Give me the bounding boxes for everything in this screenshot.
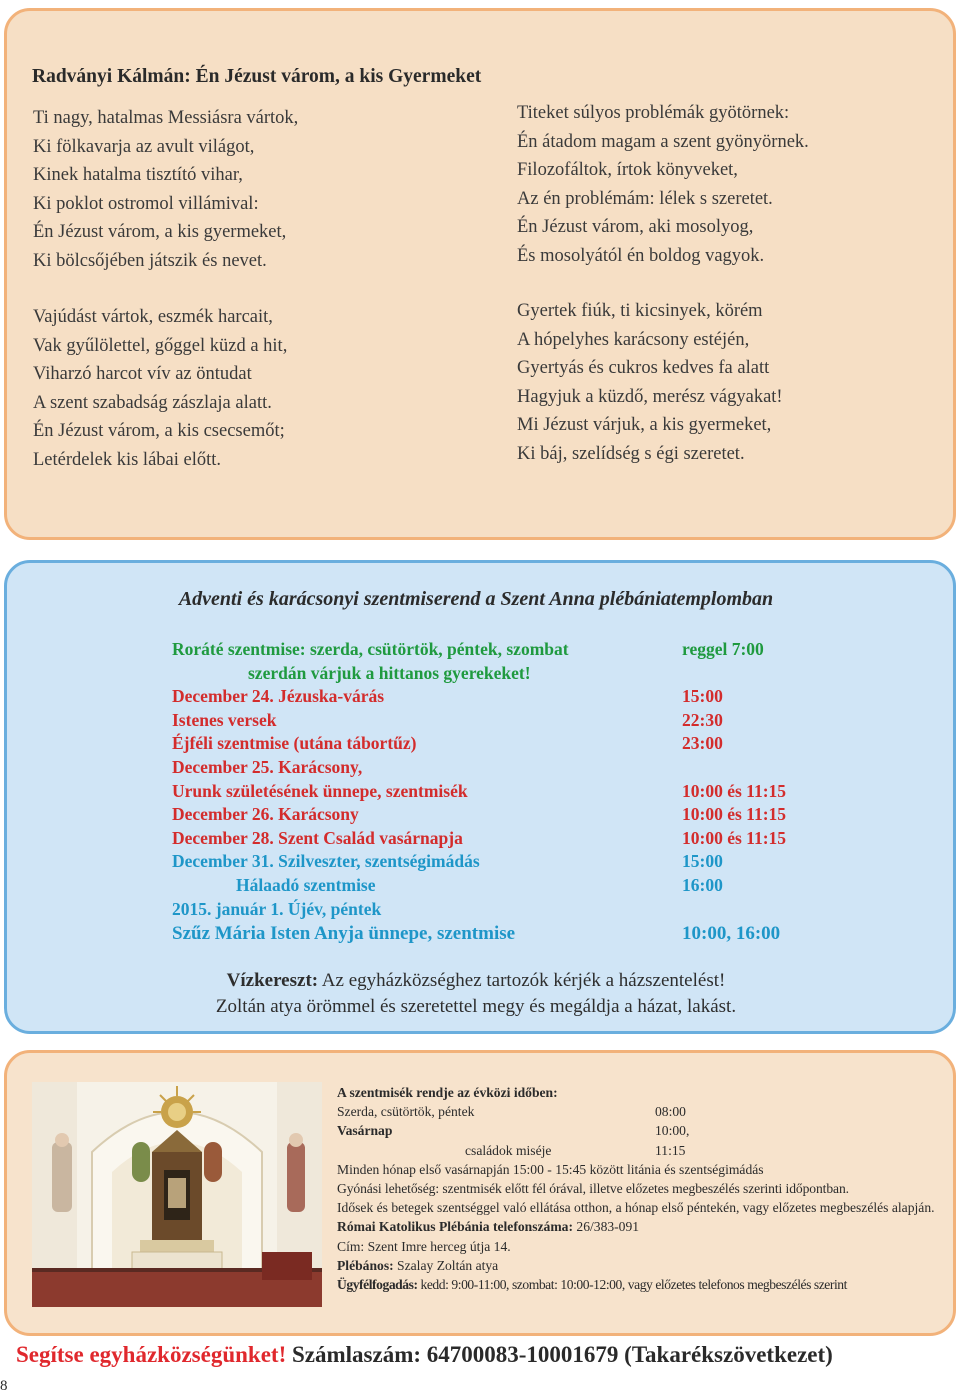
info-litany: Minden hónap első vasárnapján 15:00 - 15:45 között litánia és szentségimádás bbox=[337, 1161, 764, 1177]
poem-stanza-1 bbox=[33, 104, 298, 275]
info-heading-row bbox=[337, 1083, 937, 1102]
schedule-label: December 26. Karácsony bbox=[172, 804, 359, 825]
schedule-row bbox=[172, 662, 872, 686]
poem-line: Hagyjuk a küzdő, merész vágyakat! bbox=[517, 386, 783, 407]
poem-line: Ki poklot ostromol villámival: bbox=[33, 193, 259, 214]
info-sunday-row bbox=[337, 1121, 937, 1140]
poem-line: Én Jézust várom, a kis csecsemőt; bbox=[33, 421, 285, 441]
phone-number: 26/383-091 bbox=[573, 1219, 640, 1235]
schedule-label: December 24. Jézuska-várás bbox=[172, 686, 385, 707]
priest-label: Plébános: bbox=[337, 1257, 394, 1273]
poem-line: Én átadom magam a szent gyönyörnek. bbox=[517, 131, 809, 152]
sunday-label: Vasárnap bbox=[337, 1123, 393, 1139]
poem-title: Radványi Kálmán: Én Jézust várom, a kis Gyermeket bbox=[32, 66, 482, 87]
info-confession: Gyónási lehetőség: szentmisék előtt fél órával, illetve előzetes megbeszélés szerinti időpontban. bbox=[337, 1180, 849, 1196]
schedule-row bbox=[172, 685, 872, 709]
info-phone-row bbox=[337, 1217, 937, 1236]
schedule-time: 22:30 bbox=[682, 709, 723, 730]
church-altar-photo bbox=[32, 1082, 322, 1307]
poem-line: Filozofáltok, írtok könyveket, bbox=[517, 160, 738, 180]
poem-line: Viharzó harcot vív az öntudat bbox=[33, 364, 252, 384]
weekday-label: Szerda, csütörtök, péntek bbox=[337, 1104, 475, 1120]
schedule-label: December 31. Szilveszter, szentségimádás bbox=[172, 851, 480, 872]
office-label: Ügyfélfogadás: bbox=[337, 1276, 418, 1292]
schedule-row bbox=[172, 756, 872, 780]
schedule-row bbox=[172, 803, 872, 827]
schedule-time: reggel 7:00 bbox=[682, 639, 764, 659]
poem-line: Az én problémám: lélek s szeretet. bbox=[517, 188, 773, 209]
schedule-time: 15:00 bbox=[682, 851, 723, 872]
poem-line: Kinek hatalma tisztító vihar, bbox=[33, 165, 243, 185]
poem-line: Ki bölcsőjében játszik és nevet. bbox=[33, 250, 267, 271]
poem-line: A szent szabadság zászlaja alatt. bbox=[33, 392, 272, 413]
family-mass-time: 11:15 bbox=[655, 1142, 686, 1158]
schedule-time: 16:00 bbox=[682, 874, 723, 895]
office-hours: kedd: 9:00-11:00, szombat: 10:00-12:00, vagy előzetes telefonos megbeszélés szerint bbox=[417, 1276, 847, 1292]
priest-name: Szalay Zoltán atya bbox=[393, 1257, 499, 1273]
epiphany-notice bbox=[0, 968, 952, 1020]
weekday-info bbox=[337, 1083, 937, 1294]
info-elderly: Idősek és betegek szentséggel való ellátása otthon, a hónap első péntekén, vagy előzetes megbeszélés alapján. bbox=[337, 1200, 935, 1216]
info-heading: A szentmisék rendje az évközi időben: bbox=[337, 1085, 558, 1100]
poem-line: Mi Jézust várjuk, a kis gyermeket, bbox=[517, 415, 772, 435]
poem-line: És mosolyától én boldog vagyok. bbox=[517, 245, 765, 266]
info-family-row bbox=[337, 1141, 937, 1160]
schedule-row bbox=[172, 921, 872, 947]
schedule-label: Istenes versek bbox=[172, 709, 277, 730]
epiphany-label: Vízkereszt: bbox=[226, 970, 319, 991]
info-address: Cím: Szent Imre herceg útja 14. bbox=[337, 1238, 511, 1254]
schedule-row bbox=[172, 827, 872, 851]
schedule-row bbox=[172, 709, 872, 733]
epiphany-line-1 bbox=[0, 968, 952, 994]
poem-line: Vajúdást vártok, eszmék harcait, bbox=[33, 307, 273, 327]
poem-stanza-3 bbox=[517, 99, 809, 270]
mass-schedule-title: Adventi és karácsonyi szentmiserend a Szent Anna plébániatemplomban bbox=[178, 588, 774, 610]
schedule-time: 23:00 bbox=[682, 733, 723, 754]
epiphany-text: Az egyházközséghez tartozók kérjék a házszentelést! bbox=[318, 970, 726, 991]
schedule-time: 15:00 bbox=[682, 686, 723, 707]
sunday-time: 10:00, bbox=[655, 1123, 690, 1139]
schedule-row bbox=[172, 898, 872, 922]
page-number: 8 bbox=[0, 1378, 8, 1394]
schedule-label: Szűz Mária Isten Anyja ünnepe, szentmise bbox=[172, 923, 516, 945]
poem-line: Titeket súlyos problémák gyötörnek: bbox=[517, 103, 790, 123]
epiphany-line-2: Zoltán atya örömmel és szeretettel megy és megáldja a házat, lakást. bbox=[215, 996, 737, 1017]
mass-schedule-list bbox=[172, 638, 872, 947]
schedule-time: 10:00, 16:00 bbox=[682, 923, 781, 945]
poem-line: Én Jézust várom, aki mosolyog, bbox=[517, 217, 754, 237]
phone-label: Római Katolikus Plébánia telefonszáma: bbox=[337, 1219, 573, 1235]
info-office-row bbox=[337, 1275, 937, 1294]
schedule-label: 2015. január 1. Újév, péntek bbox=[172, 898, 382, 919]
schedule-row bbox=[172, 638, 872, 662]
poem-line: Letérdelek kis lábai előtt. bbox=[33, 449, 222, 470]
schedule-row bbox=[172, 780, 872, 804]
schedule-row bbox=[172, 850, 872, 874]
schedule-label: Hálaadó szentmise bbox=[236, 874, 376, 895]
schedule-row bbox=[172, 874, 872, 898]
info-priest-row bbox=[337, 1256, 937, 1275]
schedule-label: Éjféli szentmise (utána tábortűz) bbox=[172, 733, 417, 754]
poem-line: Ti nagy, hatalmas Messiásra vártok, bbox=[33, 108, 299, 128]
weekday-time: 08:00 bbox=[655, 1104, 686, 1120]
family-mass-label: családok miséje bbox=[465, 1142, 552, 1158]
schedule-label: Urunk születésének ünnepe, szentmisék bbox=[172, 780, 468, 801]
schedule-row bbox=[172, 732, 872, 756]
account-number: Számlaszám: 64700083-10001679 (Takarékszövetkezet) bbox=[286, 1342, 833, 1367]
poem-stanza-2 bbox=[33, 303, 287, 474]
schedule-label: Roráté szentmise: szerda, csütörtök, péntek, szombat bbox=[172, 639, 569, 659]
schedule-label: December 28. Szent Család vasárnapja bbox=[172, 827, 463, 848]
poem-line: Ki fölkavarja az avult világot, bbox=[33, 136, 255, 157]
poem-line: Vak gyűlölettel, gőggel küzd a hit, bbox=[33, 335, 288, 356]
schedule-time: 10:00 és 11:15 bbox=[682, 827, 787, 848]
poem-line: Én Jézust várom, a kis gyermeket, bbox=[33, 222, 287, 242]
schedule-time: 10:00 és 11:15 bbox=[682, 804, 787, 825]
support-text: Segítse egyházközségünket! bbox=[16, 1342, 287, 1367]
schedule-time: 10:00 és 11:15 bbox=[682, 780, 787, 801]
schedule-label: December 25. Karácsony, bbox=[172, 756, 363, 777]
poem-line: Gyertek fiúk, ti kicsinyek, körém bbox=[517, 301, 763, 321]
info-weekday-row bbox=[337, 1102, 937, 1121]
donation-footer bbox=[16, 1342, 833, 1368]
poem-line: Gyertyás és cukros kedves fa alatt bbox=[517, 358, 770, 378]
poem-line: A hópelyhes karácsony estéjén, bbox=[517, 329, 750, 350]
schedule-label: szerdán várjuk a hittanos gyerekeket! bbox=[248, 662, 531, 683]
poem-stanza-4 bbox=[517, 297, 783, 468]
poem-line: Ki báj, szelídség s égi szeretet. bbox=[517, 443, 745, 464]
